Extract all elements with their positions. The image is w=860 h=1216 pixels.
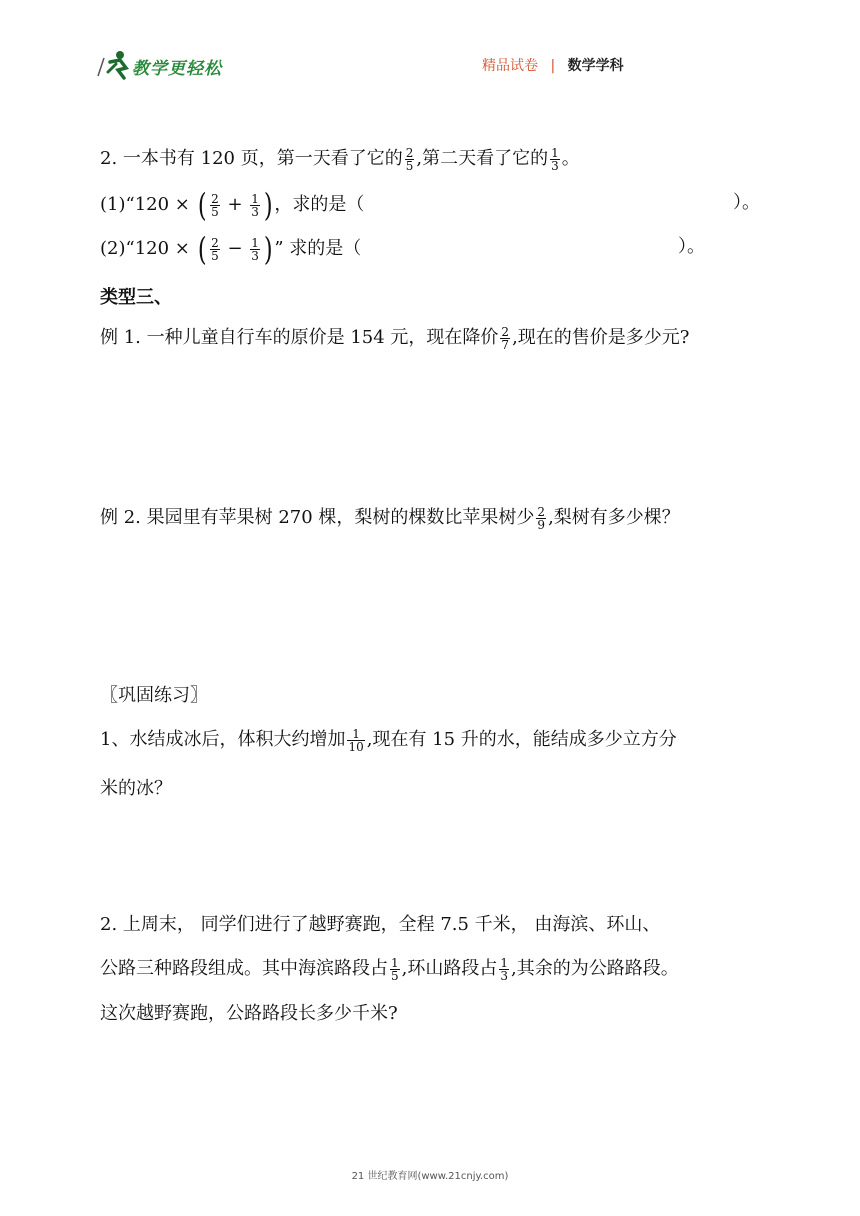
practice-2-line-1: 2. 上周末， 同学们进行了越野赛跑，全程 7.5 千米， 由海滨、环山、 (100, 914, 661, 935)
q2-p1-close: ）。 (733, 192, 760, 213)
fraction-den: 5 (211, 204, 219, 219)
fraction-den: 9 (537, 517, 546, 532)
practice-title: 〖巩固练习〗 (100, 685, 208, 706)
left-paren-icon: ( (197, 186, 207, 224)
right-paren-icon: ) (263, 186, 273, 224)
fraction (347, 728, 364, 753)
fraction-num: 1 (347, 728, 364, 741)
fraction-num: 2 (537, 504, 546, 519)
footer-text: 21 世纪教育网(www.21cnjy.com) (351, 1171, 509, 1182)
example-2 (100, 505, 680, 531)
q2-p1-op: + (221, 194, 249, 215)
fraction-num: 1 (551, 145, 559, 160)
fraction (250, 237, 260, 262)
logo (96, 48, 226, 80)
q2-p2-close: ）。 (678, 236, 705, 257)
fraction (550, 147, 560, 172)
q2-p1-prefix: (1)“120 × (100, 194, 196, 215)
practice-2-line-2 (100, 956, 679, 982)
fraction-den: 3 (251, 248, 259, 263)
fraction-den: 10 (348, 739, 364, 754)
example-2-text-a: 例 2. 果园里有苹果树 270 棵，梨树的棵数比苹果树少 (100, 507, 535, 528)
fraction-num: 2 (211, 191, 219, 206)
practice-2-text-b: ,环山路段占 (401, 958, 498, 979)
runner-logo-icon (96, 48, 136, 80)
fraction (250, 193, 260, 218)
fraction-den: 5 (391, 968, 399, 983)
example-2-text-b: ,梨树有多少棵？ (548, 507, 680, 528)
q2-intro (100, 146, 580, 172)
practice-1-line-1 (100, 727, 677, 753)
q2-p2-suffix: ” 求的是（ (274, 238, 362, 259)
practice-1-text-b: ,现在有 15 升的水，能结成多少立方分 (366, 729, 677, 750)
header-brand: 精品试卷 (482, 58, 538, 74)
header-separator: | (550, 58, 556, 74)
fraction-den: 7 (501, 337, 510, 352)
fraction (210, 193, 220, 218)
q2-intro-text-a: 2. 一本书有 120 页，第一天看了它的 (100, 148, 403, 169)
fraction (210, 237, 220, 262)
fraction-num: 1 (251, 235, 259, 250)
fraction (405, 147, 415, 172)
fraction (536, 506, 546, 531)
fraction-den: 3 (500, 968, 509, 983)
fraction-den: 5 (211, 248, 219, 263)
fraction-den: 5 (405, 158, 414, 173)
practice-1-text-a: 1、水结成冰后，体积大约增加 (100, 729, 346, 750)
practice-2-text-a: 公路三种路段组成。其中海滨路段占 (100, 958, 388, 979)
fraction (500, 326, 510, 351)
fraction-den: 3 (551, 158, 559, 173)
fraction-num: 1 (251, 191, 259, 206)
q2-intro-text-c: 。 (561, 148, 580, 169)
example-1 (100, 325, 689, 351)
q2-p2-prefix: (2)“120 × (100, 238, 196, 259)
fraction-den: 3 (251, 204, 259, 219)
header-subject: 数学学科 (567, 58, 624, 74)
q2-part1 (100, 186, 365, 224)
practice-2-line-3: 这次越野赛跑，公路路段长多少千米? (100, 1003, 398, 1024)
q2-p2-op: − (221, 238, 249, 259)
logo-text: 教学更轻松 (132, 59, 222, 79)
practice-2-text-c: ,其余的为公路路段。 (511, 958, 679, 979)
section-title: 类型三、 (100, 287, 172, 308)
header-right (482, 55, 624, 75)
left-paren-icon: ( (197, 230, 207, 268)
fraction (499, 957, 509, 982)
fraction-num: 1 (391, 955, 399, 970)
q2-intro-text-b: ,第二天看了它的 (416, 148, 549, 169)
fraction-num: 2 (405, 145, 414, 160)
right-paren-icon: ) (263, 230, 273, 268)
fraction (390, 957, 400, 982)
fraction-num: 2 (211, 235, 219, 250)
practice-1-line-2: 米的冰？ (100, 778, 172, 799)
q2-part2 (100, 230, 362, 268)
example-1-text-b: ,现在的售价是多少元? (512, 327, 690, 348)
fraction-num: 2 (501, 324, 510, 339)
example-1-text-a: 例 1. 一种儿童自行车的原价是 154 元，现在降价 (100, 327, 499, 348)
q2-p1-suffix: ，求的是（ (274, 194, 365, 215)
fraction-num: 1 (500, 955, 509, 970)
